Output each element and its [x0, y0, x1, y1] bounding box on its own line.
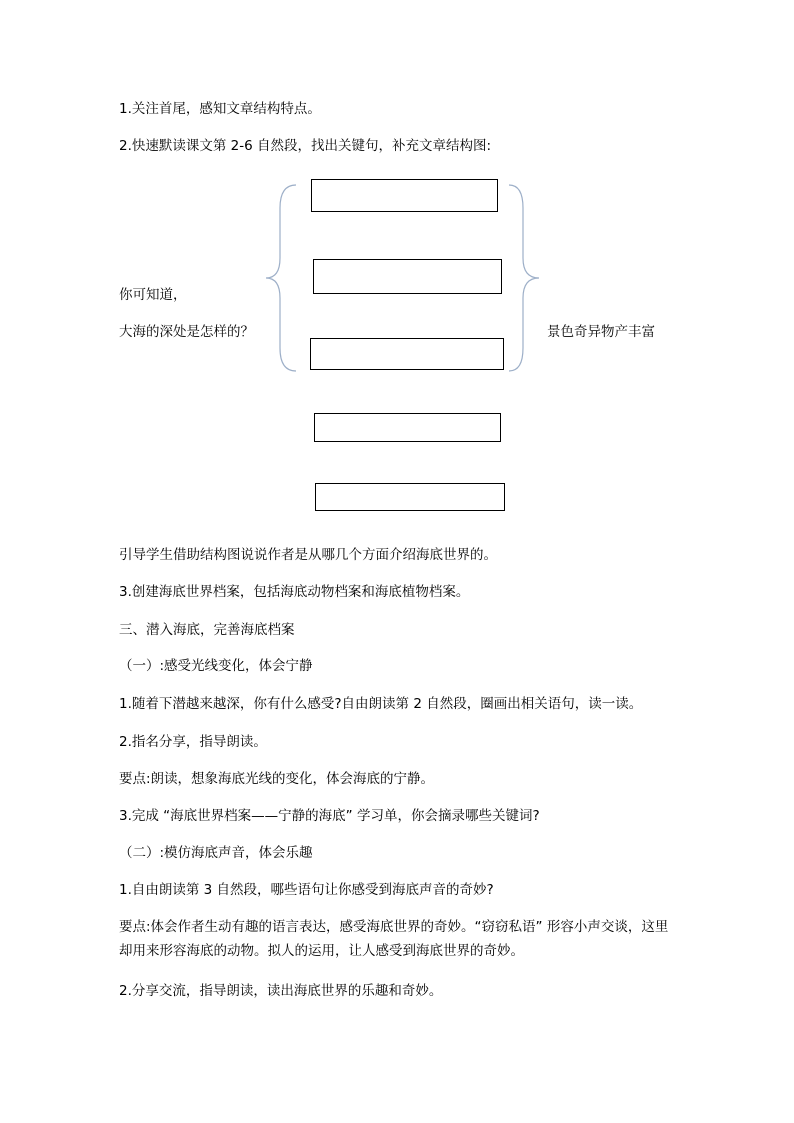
sub2-step-2: 2.分享交流，指导朗读，读出海底世界的乐趣和奇妙。	[119, 983, 443, 999]
sub1-step-3: 3.完成 “海底世界档案——宁静的海底” 学习单，你会摘录哪些关键词?	[119, 808, 540, 824]
diagram-right-text: 景色奇异物产丰富	[547, 324, 655, 340]
sub2-key-point: 要点:体会作者生动有趣的语言表达，感受海底世界的奇妙。“窃窃私语” 形容小声交谈，这里却用来形容海底的动物。拟人的运用，让人感受到海底世界的奇妙。	[119, 919, 669, 959]
answer-box-1[interactable]	[311, 179, 498, 212]
diagram-left-text-1: 你可知道，	[119, 287, 187, 303]
right-brace	[505, 182, 545, 374]
subsection-heading-2: （二）:模仿海底声音，体会乐趣	[119, 845, 313, 861]
sub1-step-2: 2.指名分享，指导朗读。	[119, 734, 267, 750]
instruction-line-2: 2.快速默读课文第 2-6 自然段，找出关键句，补充文章结构图:	[119, 138, 492, 154]
sub1-step-1: 1.随着下潜越来越深，你有什么感受?自由朗读第 2 自然段，圈画出相关语句，读一读。	[119, 696, 643, 712]
left-brace	[262, 182, 302, 374]
sub1-key-point: 要点:朗读，想象海底光线的变化，体会海底的宁静。	[119, 771, 435, 787]
diagram-left-text-2: 大海的深处是怎样的？	[119, 324, 254, 340]
step-3-line: 3.创建海底世界档案，包括海底动物档案和海底植物档案。	[119, 584, 470, 600]
instruction-line-1: 1.关注首尾，感知文章结构特点。	[119, 101, 321, 117]
answer-box-4[interactable]	[314, 413, 501, 442]
sub2-step-1: 1.自由朗读第 3 自然段，哪些语句让你感受到海底声音的奇妙?	[119, 882, 494, 898]
answer-box-3[interactable]	[310, 338, 504, 370]
answer-box-2[interactable]	[313, 259, 502, 294]
section-heading-3: 三、潜入海底，完善海底档案	[119, 622, 295, 638]
answer-box-5[interactable]	[315, 483, 505, 511]
subsection-heading-1: （一）:感受光线变化，体会宁静	[119, 658, 313, 674]
guide-line: 引导学生借助结构图说说作者是从哪几个方面介绍海底世界的。	[119, 547, 497, 563]
